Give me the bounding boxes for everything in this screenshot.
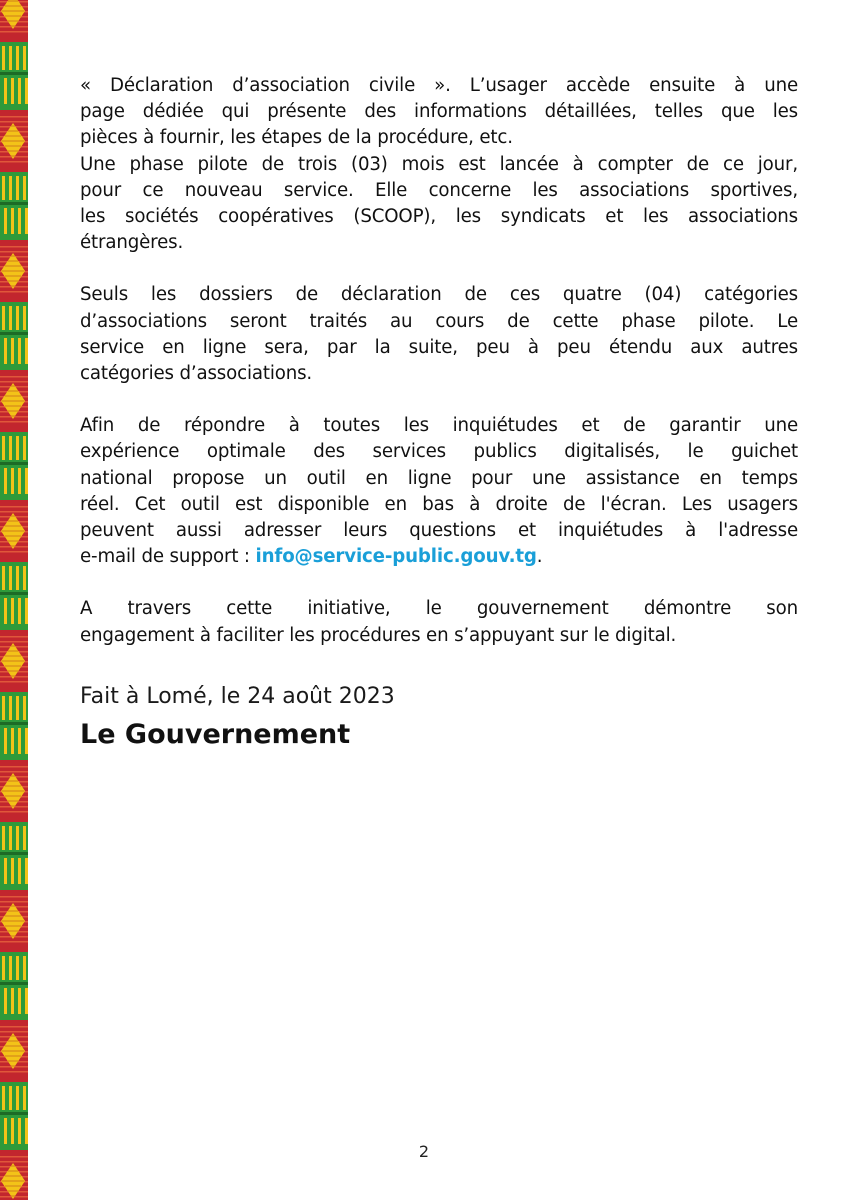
text-line: « Déclaration d’association civile ». L’usager accède ensuite à une (80, 75, 798, 96)
border-diamond-line (11, 1065, 15, 1066)
border-divider (0, 332, 28, 335)
border-diamond-line (8, 650, 18, 651)
border-divider (0, 72, 28, 75)
border-weave-line (0, 1026, 28, 1028)
border-diamond-line (11, 155, 15, 156)
text-line: Afin de répondre à toutes les inquiétudes et de garantir une (80, 415, 798, 437)
border-divider (0, 202, 28, 205)
border-yellow-stripe (18, 468, 21, 494)
border-diamond-line (11, 775, 15, 776)
text-line: pour ce nouveau service. Elle concerne les associations sportives, (80, 179, 798, 201)
border-diamond-line (2, 400, 24, 401)
border-yellow-stripe (9, 436, 12, 460)
border-yellow-stripe (16, 956, 19, 980)
border-yellow-stripe (16, 826, 19, 850)
kente-border (0, 0, 28, 1200)
border-yellow-stripe (2, 566, 5, 590)
border-weave-line (0, 246, 28, 248)
border-diamond-line (2, 920, 24, 921)
border-diamond-line (8, 130, 18, 131)
border-yellow-stripe (16, 436, 19, 460)
border-yellow-stripe (2, 436, 5, 460)
border-yellow-stripe (23, 826, 26, 850)
border-weave-line (0, 771, 28, 773)
text-line: les sociétés coopératives (SCOOP), les syndicats et les associations (80, 206, 798, 228)
border-yellow-stripe (4, 598, 7, 624)
border-yellow-stripe (25, 1118, 28, 1144)
border-diamond-line (11, 645, 15, 646)
border-weave-line (0, 1071, 28, 1073)
border-yellow-stripe (25, 988, 28, 1014)
border-diamond-line (5, 535, 21, 536)
text-line: pièces à fournir, les étapes de la procédure, etc. (80, 127, 513, 149)
border-yellow-stripe (11, 338, 14, 364)
border-diamond-line (8, 1170, 18, 1171)
border-diamond-line (8, 670, 18, 671)
border-yellow-stripe (16, 306, 19, 330)
text-line: étrangères. (80, 232, 184, 254)
text-line: peuvent aussi adresser leurs questions et inquiétudes à l'adresse (80, 520, 798, 542)
border-diamond-line (2, 10, 24, 11)
border-diamond-line (2, 530, 24, 531)
document-body (80, 73, 798, 649)
border-diamond-line (5, 5, 21, 6)
border-weave-line (0, 766, 28, 768)
border-weave-line (0, 636, 28, 638)
border-diamond-line (5, 265, 21, 266)
border-yellow-stripe (2, 306, 5, 330)
paragraph-3 (80, 413, 798, 570)
border-yellow-stripe (25, 858, 28, 884)
border-yellow-stripe (18, 208, 21, 234)
border-weave-line (0, 506, 28, 508)
border-yellow-stripe (2, 46, 5, 70)
border-weave-line (0, 811, 28, 813)
text-line-email (80, 544, 798, 570)
border-diamond-line (2, 140, 24, 141)
border-diamond-line (11, 1195, 15, 1196)
border-yellow-stripe (18, 728, 21, 754)
border-diamond-line (2, 270, 24, 271)
border-yellow-stripe (16, 1086, 19, 1110)
border-yellow-stripe (18, 78, 21, 104)
border-diamond-line (5, 145, 21, 146)
signature-author: Le Gouvernement (80, 719, 351, 750)
border-yellow-stripe (11, 728, 14, 754)
border-yellow-stripe (9, 566, 12, 590)
text-line: national propose un outil en ligne pour une assistance en temps (80, 467, 798, 489)
border-yellow-stripe (23, 176, 26, 200)
border-diamond-line (8, 1040, 18, 1041)
border-diamond-line (11, 125, 15, 126)
border-weave-line (0, 641, 28, 643)
border-diamond-line (8, 390, 18, 391)
border-weave-line (0, 116, 28, 118)
text-line: engagement à faciliter les procédures en s’appuyant sur le digital. (80, 624, 677, 646)
text-line: catégories d’associations. (80, 363, 313, 385)
border-yellow-stripe (9, 956, 12, 980)
signature-block (80, 682, 780, 752)
border-yellow-stripe (18, 338, 21, 364)
border-diamond-line (11, 415, 15, 416)
paragraph-4 (80, 596, 798, 648)
email-suffix: . (536, 546, 543, 568)
text-line: d’associations seront traités au cours de cette phase pilote. Le (80, 310, 798, 332)
border-divider (0, 1112, 28, 1115)
border-yellow-stripe (9, 176, 12, 200)
border-yellow-stripe (4, 728, 7, 754)
border-weave-line (0, 161, 28, 163)
border-diamond-line (11, 385, 15, 386)
border-diamond-line (8, 0, 18, 1)
border-diamond-line (5, 135, 21, 136)
border-yellow-stripe (18, 1118, 21, 1144)
border-yellow-stripe (23, 696, 26, 720)
border-divider (0, 982, 28, 985)
border-diamond-line (8, 280, 18, 281)
border-yellow-stripe (25, 78, 28, 104)
text-line: Seuls les dossiers de déclaration de ces quatre (04) catégories (80, 284, 798, 306)
border-yellow-stripe (25, 598, 28, 624)
border-diamond-line (8, 150, 18, 151)
border-yellow-stripe (2, 1086, 5, 1110)
border-diamond-line (5, 15, 21, 16)
border-yellow-stripe (16, 566, 19, 590)
border-yellow-stripe (4, 78, 7, 104)
border-yellow-stripe (18, 988, 21, 1014)
paragraph-1 (80, 73, 798, 256)
border-diamond-line (5, 1045, 21, 1046)
border-weave-line (0, 31, 28, 33)
border-divider (0, 852, 28, 855)
border-diamond-line (5, 1175, 21, 1176)
border-yellow-stripe (16, 46, 19, 70)
border-yellow-stripe (16, 696, 19, 720)
border-yellow-stripe (2, 956, 5, 980)
border-diamond-line (2, 790, 24, 791)
border-yellow-stripe (4, 208, 7, 234)
border-weave-line (0, 381, 28, 383)
border-diamond-line (11, 805, 15, 806)
border-diamond-line (8, 780, 18, 781)
border-diamond-line (8, 910, 18, 911)
border-diamond-line (8, 410, 18, 411)
border-yellow-stripe (11, 598, 14, 624)
border-diamond-line (5, 925, 21, 926)
border-yellow-stripe (23, 956, 26, 980)
border-yellow-stripe (4, 468, 7, 494)
email-prefix: e-mail de support : (80, 546, 256, 568)
border-diamond-line (5, 655, 21, 656)
border-diamond-line (8, 20, 18, 21)
place-date: Fait à Lomé, le 24 août 2023 (80, 684, 395, 709)
border-diamond-line (5, 915, 21, 916)
border-yellow-stripe (4, 1118, 7, 1144)
border-yellow-stripe (11, 78, 14, 104)
border-diamond-line (8, 1060, 18, 1061)
border-diamond-line (11, 255, 15, 256)
text-line: Une phase pilote de trois (03) mois est lancée à compter de ce jour, (80, 153, 798, 175)
border-diamond-line (11, 905, 15, 906)
border-yellow-stripe (23, 1086, 26, 1110)
border-weave-line (0, 1031, 28, 1033)
border-diamond-line (11, 1165, 15, 1166)
border-yellow-stripe (18, 858, 21, 884)
border-divider (0, 592, 28, 595)
text-line: expérience optimale des services publics digitalisés, le guichet (80, 441, 798, 463)
border-yellow-stripe (11, 988, 14, 1014)
border-diamond-line (5, 395, 21, 396)
border-yellow-stripe (18, 598, 21, 624)
border-yellow-stripe (23, 436, 26, 460)
border-diamond-line (11, 1035, 15, 1036)
border-diamond-line (8, 520, 18, 521)
border-yellow-stripe (4, 338, 7, 364)
border-diamond-line (2, 660, 24, 661)
border-diamond-line (2, 1180, 24, 1181)
support-email-link[interactable]: info@service-public.gouv.tg (255, 546, 537, 568)
border-yellow-stripe (2, 826, 5, 850)
text-line: page dédiée qui présente des informations détaillées, telles que les (80, 101, 798, 123)
border-diamond-line (5, 1185, 21, 1186)
kente-pattern (0, 0, 28, 1200)
border-yellow-stripe (25, 728, 28, 754)
border-weave-line (0, 376, 28, 378)
border-diamond-line (11, 545, 15, 546)
border-weave-line (0, 1161, 28, 1163)
border-divider (0, 722, 28, 725)
border-weave-line (0, 896, 28, 898)
border-diamond-line (5, 665, 21, 666)
border-yellow-stripe (9, 826, 12, 850)
border-weave-line (0, 121, 28, 123)
border-yellow-stripe (25, 468, 28, 494)
border-weave-line (0, 551, 28, 553)
border-yellow-stripe (11, 1118, 14, 1144)
border-diamond-line (11, 25, 15, 26)
border-weave-line (0, 681, 28, 683)
border-yellow-stripe (2, 176, 5, 200)
border-diamond-line (2, 1050, 24, 1051)
border-yellow-stripe (25, 208, 28, 234)
border-yellow-stripe (9, 1086, 12, 1110)
border-yellow-stripe (4, 988, 7, 1014)
border-diamond-line (11, 935, 15, 936)
border-diamond-line (11, 675, 15, 676)
border-yellow-stripe (23, 566, 26, 590)
border-yellow-stripe (25, 338, 28, 364)
border-yellow-stripe (11, 208, 14, 234)
border-diamond-line (5, 1055, 21, 1056)
border-weave-line (0, 941, 28, 943)
border-diamond-line (8, 540, 18, 541)
border-yellow-stripe (2, 696, 5, 720)
border-yellow-stripe (23, 46, 26, 70)
border-diamond-line (11, 285, 15, 286)
text-line: service en ligne sera, par la suite, peu à peu étendu aux autres (80, 336, 798, 358)
border-weave-line (0, 421, 28, 423)
border-diamond-line (11, 515, 15, 516)
border-weave-line (0, 291, 28, 293)
border-yellow-stripe (16, 176, 19, 200)
text-line: A travers cette initiative, le gouvernement démontre son (80, 598, 798, 620)
border-diamond-line (8, 930, 18, 931)
border-weave-line (0, 901, 28, 903)
page-number: 2 (418, 1142, 430, 1161)
border-divider (0, 462, 28, 465)
text-line: réel. Cet outil est disponible en bas à droite de l'écran. Les usagers (80, 493, 798, 515)
paragraph-2 (80, 282, 798, 387)
border-diamond-line (5, 275, 21, 276)
border-diamond-line (5, 405, 21, 406)
border-diamond-line (8, 260, 18, 261)
border-yellow-stripe (4, 858, 7, 884)
border-yellow-stripe (11, 468, 14, 494)
border-yellow-stripe (9, 696, 12, 720)
border-diamond-line (8, 800, 18, 801)
border-diamond-line (5, 795, 21, 796)
border-yellow-stripe (23, 306, 26, 330)
border-yellow-stripe (11, 858, 14, 884)
border-diamond-line (5, 525, 21, 526)
border-weave-line (0, 251, 28, 253)
border-yellow-stripe (9, 306, 12, 330)
border-yellow-stripe (9, 46, 12, 70)
border-diamond-line (5, 785, 21, 786)
border-diamond-line (8, 1190, 18, 1191)
border-weave-line (0, 511, 28, 513)
